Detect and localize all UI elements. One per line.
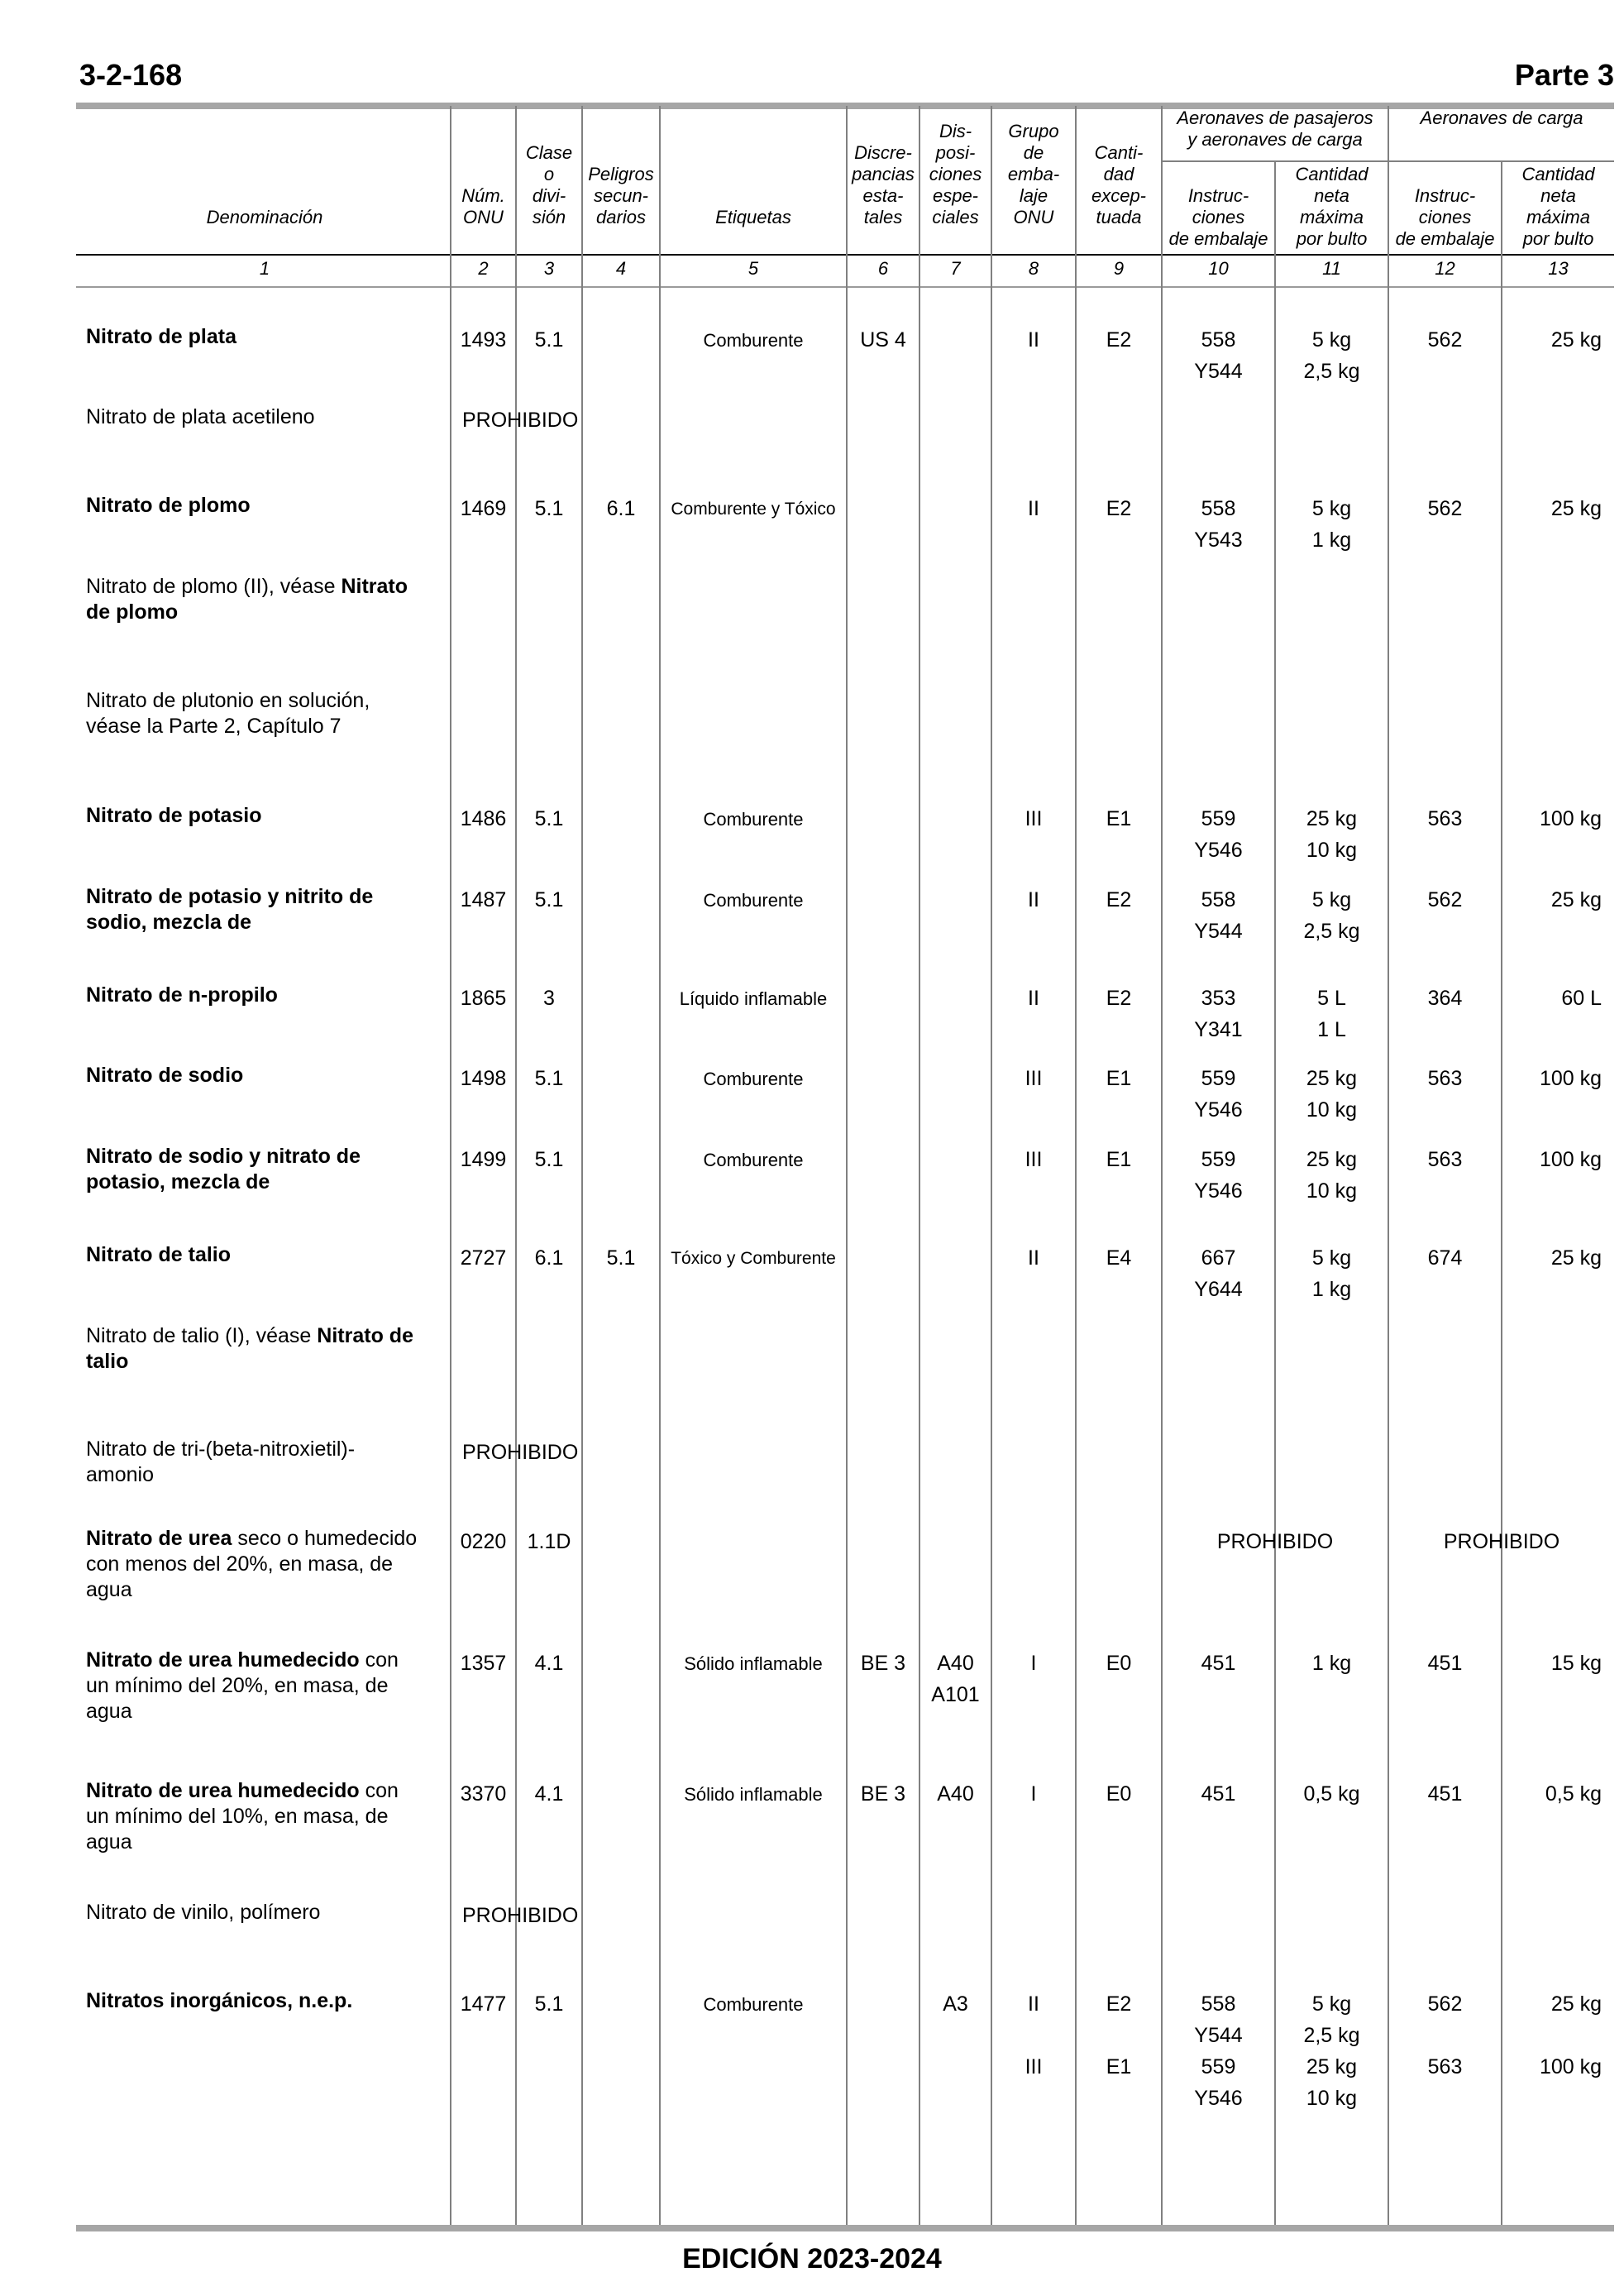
cargo-instruction: 563: [1427, 1148, 1463, 1171]
excepted-qty: E2: [1106, 1992, 1132, 2016]
excepted-qty: E4: [1106, 1246, 1132, 1270]
class: 5.1: [534, 1148, 564, 1171]
cargo-qty: 60 L: [1561, 987, 1602, 1010]
excepted-qty: E2: [1106, 888, 1132, 911]
class: 4.1: [534, 1652, 564, 1675]
col-number: 7: [950, 258, 961, 279]
col-divider: [846, 106, 848, 2225]
pax-instruction-y: Y544: [1194, 2024, 1243, 2047]
packing-group: II: [1028, 497, 1039, 520]
header-cantidad-neta-carga: Cantidad neta máxima por bulto: [1521, 164, 1595, 249]
pax-instruction: 558: [1201, 888, 1236, 911]
cargo-qty: 25 kg: [1550, 1992, 1602, 2016]
prohibited: PROHIBIDO: [462, 1441, 579, 1464]
pax-instruction-y: Y544: [1194, 360, 1243, 383]
col-number: 5: [748, 258, 759, 279]
pax-qty: 5 kg: [1311, 328, 1352, 352]
cargo-qty: 25 kg: [1550, 328, 1602, 352]
part-title: Parte 3: [1514, 58, 1614, 92]
packing-group: I: [1030, 1782, 1037, 1806]
col-number: 4: [615, 258, 627, 279]
excepted-qty: E2: [1106, 987, 1132, 1010]
pax-instruction: 558: [1201, 328, 1236, 352]
col-number: 3: [543, 258, 555, 279]
row-name: Nitrato de tri-(beta-nitroxietil)- amonio: [86, 1437, 356, 1486]
cargo-qty: 100 kg: [1539, 2055, 1602, 2078]
cargo-qty: 25 kg: [1550, 1246, 1602, 1270]
pax-instruction-y: Y543: [1194, 529, 1243, 552]
header-cantidad-exceptuada: Canti- dad excep- tuada: [1091, 142, 1147, 227]
bottom-rule: [76, 2225, 1614, 2231]
edition-footer: EDICIÓN 2023-2024: [682, 2243, 942, 2274]
un-number: 1493: [460, 328, 507, 352]
cargo-instruction: 562: [1427, 328, 1463, 352]
prohibited: PROHIBIDO: [1443, 1530, 1560, 1553]
class: 1.1D: [527, 1530, 571, 1553]
pax-qty: 25 kg: [1306, 2055, 1358, 2078]
pax-qty-y: 2,5 kg: [1303, 920, 1360, 943]
pax-qty-y: 1 kg: [1311, 529, 1352, 552]
special-provision: A40: [937, 1782, 974, 1806]
label: Comburente y Tóxico: [671, 500, 836, 519]
col-number: 13: [1548, 258, 1569, 279]
pax-qty-y: 1 L: [1317, 1018, 1346, 1041]
class: 5.1: [534, 497, 564, 520]
page-code: 3-2-168: [79, 58, 183, 92]
class: 4.1: [534, 1782, 564, 1806]
un-number: 1865: [460, 987, 507, 1010]
row-name: Nitratos inorgánicos, n.e.p.: [86, 1989, 353, 2012]
pax-instruction: 559: [1201, 1148, 1236, 1171]
pax-instruction-y: Y546: [1194, 839, 1243, 862]
packing-group: II: [1028, 1246, 1039, 1270]
un-number: 1487: [460, 888, 507, 911]
label: Sólido inflamable: [684, 1653, 823, 1674]
row-name: Nitrato de sodio: [86, 1064, 244, 1087]
pax-qty: 25 kg: [1306, 1148, 1358, 1171]
pax-qty: 5 kg: [1311, 1246, 1352, 1270]
row-name: Nitrato de potasio: [86, 804, 262, 827]
packing-group: II: [1028, 1992, 1039, 2016]
un-number: 1477: [460, 1992, 507, 2016]
label: Comburente: [703, 1150, 804, 1170]
packing-group: II: [1028, 888, 1039, 911]
pax-instruction-y: Y546: [1194, 2087, 1243, 2110]
col-number: 6: [877, 258, 889, 279]
pax-instruction: 667: [1201, 1246, 1236, 1270]
pax-instruction: 558: [1201, 497, 1236, 520]
special-provision: A101: [931, 1683, 980, 1706]
pax-qty-y: 2,5 kg: [1303, 2024, 1360, 2047]
pax-instruction: 353: [1201, 987, 1236, 1010]
col-number: 12: [1435, 258, 1455, 279]
cargo-instruction: 364: [1427, 987, 1463, 1010]
row-name: Nitrato de urea seco o humedecido con menos del 20%, en masa, de agua: [86, 1527, 418, 1601]
col-number: 8: [1028, 258, 1039, 279]
cargo-qty: 25 kg: [1550, 497, 1602, 520]
header-grupo: Grupo de emba- laje ONU: [1007, 121, 1060, 227]
packing-group: II: [1028, 987, 1039, 1010]
header-rule: [76, 254, 1614, 256]
class: 5.1: [534, 1067, 564, 1090]
excepted-qty: E1: [1106, 2055, 1132, 2078]
packing-group: I: [1030, 1652, 1037, 1675]
packing-group: III: [1025, 2055, 1043, 2078]
col-number: 1: [259, 258, 270, 279]
header-clase: Clase o divi- sión: [525, 142, 573, 227]
un-number: 1469: [460, 497, 507, 520]
pax-instruction: 451: [1201, 1652, 1236, 1675]
pax-qty: 25 kg: [1306, 1067, 1358, 1090]
row-name: Nitrato de potasio y nitrito de sodio, mezcla de: [86, 885, 374, 934]
class: 5.1: [534, 807, 564, 830]
pax-instruction-y: Y341: [1194, 1018, 1243, 1041]
header-cantidad-neta: Cantidad neta máxima por bulto: [1295, 164, 1368, 249]
col-number: 9: [1113, 258, 1125, 279]
discrepancy: BE 3: [860, 1782, 906, 1806]
pax-qty: 5 kg: [1311, 888, 1352, 911]
un-number: 3370: [460, 1782, 507, 1806]
packing-group: III: [1025, 807, 1043, 830]
row-name: Nitrato de plomo: [86, 494, 251, 517]
excepted-qty: E0: [1106, 1652, 1132, 1675]
header-disposiciones: Dis- posi- ciones espe- ciales: [929, 121, 982, 227]
pax-qty-y: 10 kg: [1306, 2087, 1358, 2110]
excepted-qty: E1: [1106, 807, 1132, 830]
packing-group: II: [1028, 328, 1039, 352]
pax-instruction-y: Y644: [1194, 1278, 1243, 1301]
row-name: Nitrato de urea humedecido con un mínimo del 10%, en masa, de agua: [86, 1779, 399, 1854]
row-name: Nitrato de plata acetileno: [86, 405, 315, 428]
un-number: 2727: [460, 1246, 507, 1270]
packing-group: III: [1025, 1148, 1043, 1171]
excepted-qty: E2: [1106, 328, 1132, 352]
row-name: Nitrato de urea humedecido con un mínimo del 20%, en masa, de agua: [86, 1648, 399, 1723]
pax-instruction: 559: [1201, 2055, 1236, 2078]
label: Comburente: [703, 1994, 804, 2015]
cargo-instruction: 562: [1427, 888, 1463, 911]
cargo-qty: 100 kg: [1539, 807, 1602, 830]
label: Comburente: [703, 1069, 804, 1089]
un-number: 1357: [460, 1652, 507, 1675]
col-number: 10: [1208, 258, 1229, 279]
excepted-qty: E1: [1106, 1067, 1132, 1090]
excepted-qty: E0: [1106, 1782, 1132, 1806]
col-divider: [581, 106, 583, 2225]
cargo-qty: 100 kg: [1539, 1067, 1602, 1090]
header-denominacion: Denominación: [206, 207, 323, 227]
row-name: Nitrato de plutonio en solución, véase la Parte 2, Capítulo 7: [86, 689, 370, 738]
packing-group: III: [1025, 1067, 1043, 1090]
pax-instruction: 451: [1201, 1782, 1236, 1806]
label: Comburente: [703, 890, 804, 911]
pax-qty-y: 2,5 kg: [1303, 360, 1360, 383]
cargo-instruction: 563: [1427, 807, 1463, 830]
cargo-qty: 100 kg: [1539, 1148, 1602, 1171]
pax-instruction-y: Y544: [1194, 920, 1243, 943]
cargo-instruction: 563: [1427, 1067, 1463, 1090]
header-etiquetas: Etiquetas: [715, 207, 791, 227]
cargo-instruction: 451: [1427, 1652, 1463, 1675]
col-number: 11: [1322, 258, 1341, 279]
col-divider: [919, 106, 920, 2225]
row-name: Nitrato de plomo (II), véase Nitrato de plomo: [86, 575, 408, 624]
pax-qty: 5 kg: [1311, 497, 1352, 520]
subsidiary-risk: 6.1: [606, 497, 636, 520]
class: 5.1: [534, 1992, 564, 2016]
pax-instruction-y: Y546: [1194, 1179, 1243, 1203]
un-number: 1486: [460, 807, 507, 830]
pax-instruction: 558: [1201, 1992, 1236, 2016]
pax-instruction: 559: [1201, 1067, 1236, 1090]
class: 6.1: [534, 1246, 564, 1270]
label: Comburente: [703, 330, 804, 351]
subsidiary-risk: 5.1: [606, 1246, 636, 1270]
cargo-instruction: 451: [1427, 1782, 1463, 1806]
label: Comburente: [703, 809, 804, 830]
label: Tóxico y Comburente: [671, 1249, 836, 1268]
header-peligros: Peligros secun- darios: [588, 164, 654, 227]
col-divider: [1501, 162, 1502, 2225]
row-name: Nitrato de talio (I), véase Nitrato de talio: [86, 1324, 413, 1373]
row-name: Nitrato de plata: [86, 325, 236, 348]
pax-instruction-y: Y546: [1194, 1098, 1243, 1122]
cargo-instruction: 562: [1427, 1992, 1463, 2016]
pax-qty: 1 kg: [1311, 1652, 1352, 1675]
cargo-qty: 15 kg: [1550, 1652, 1602, 1675]
cargo-instruction: 562: [1427, 497, 1463, 520]
pax-qty-y: 10 kg: [1306, 1179, 1358, 1203]
pax-qty-y: 10 kg: [1306, 839, 1358, 862]
row-name: Nitrato de vinilo, polímero: [86, 1901, 321, 1924]
cargo-instruction: 674: [1427, 1246, 1463, 1270]
header-instrucciones: Instruc- ciones de embalaje: [1168, 185, 1268, 249]
colnum-rule: [76, 286, 1614, 288]
label: Sólido inflamable: [684, 1784, 823, 1805]
pax-qty-y: 10 kg: [1306, 1098, 1358, 1122]
row-name: Nitrato de n-propilo: [86, 983, 278, 1007]
row-name: Nitrato de sodio y nitrato de potasio, mezcla de: [86, 1145, 361, 1193]
header-aero-carga: Aeronaves de carga: [1420, 108, 1583, 128]
excepted-qty: E2: [1106, 497, 1132, 520]
un-number: 1499: [460, 1148, 507, 1171]
prohibited: PROHIBIDO: [462, 409, 579, 432]
un-number: 1498: [460, 1067, 507, 1090]
header-aero-pasajeros: Aeronaves de pasajeros y aeronaves de carga: [1177, 108, 1373, 150]
pax-instruction: 559: [1201, 807, 1236, 830]
prohibited: PROHIBIDO: [1216, 1530, 1334, 1553]
cargo-instruction: 563: [1427, 2055, 1463, 2078]
pax-qty: 25 kg: [1306, 807, 1358, 830]
class: 5.1: [534, 888, 564, 911]
un-number: 0220: [460, 1530, 507, 1553]
class: 3: [543, 987, 555, 1010]
row-name: Nitrato de talio: [86, 1243, 232, 1266]
label: Líquido inflamable: [679, 988, 828, 1009]
header-num-onu: Núm. ONU: [461, 185, 505, 227]
pax-qty-y: 1 kg: [1311, 1278, 1352, 1301]
col-number: 2: [478, 258, 489, 279]
pax-qty: 5 kg: [1311, 1992, 1352, 2016]
discrepancy: US 4: [860, 328, 906, 352]
pax-qty: 5 L: [1317, 987, 1346, 1010]
prohibited: PROHIBIDO: [462, 1904, 579, 1927]
pax-qty: 0,5 kg: [1303, 1782, 1360, 1806]
cargo-qty: 0,5 kg: [1545, 1782, 1602, 1806]
special-provision: A40: [937, 1652, 974, 1675]
class: 5.1: [534, 328, 564, 352]
cargo-qty: 25 kg: [1550, 888, 1602, 911]
header-discrepancias: Discre- pancias esta- tales: [852, 142, 915, 227]
discrepancy: BE 3: [860, 1652, 906, 1675]
excepted-qty: E1: [1106, 1148, 1132, 1171]
header-instrucciones-carga: Instruc- ciones de embalaje: [1395, 185, 1495, 249]
special-provision: A3: [943, 1992, 968, 2016]
